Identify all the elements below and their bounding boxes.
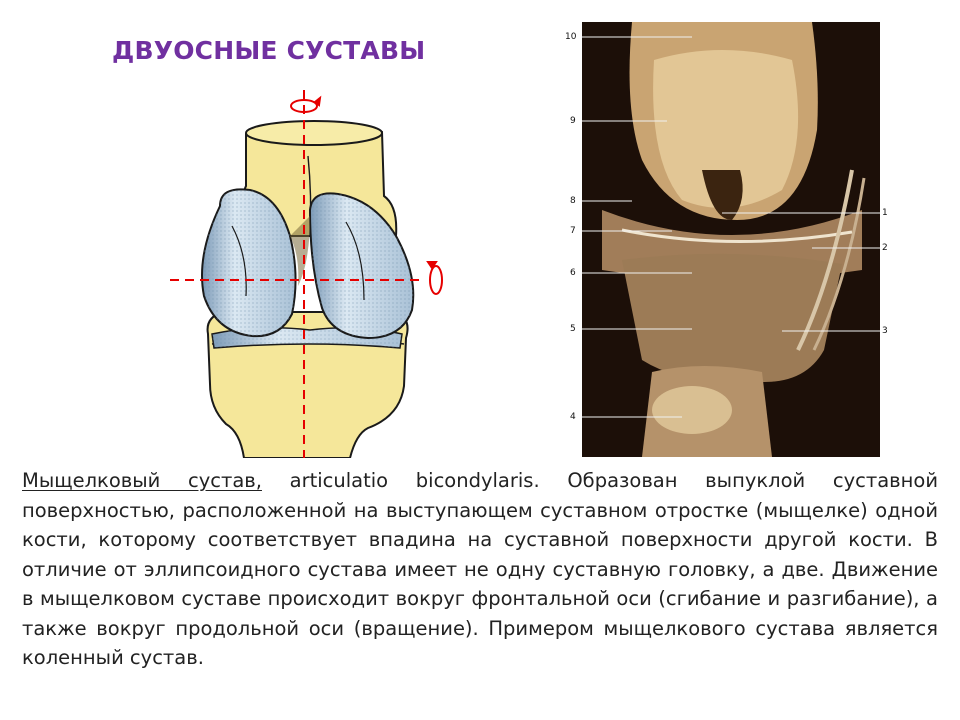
photo-label-6: 6 xyxy=(570,268,576,278)
photo-label-10: 10 xyxy=(565,32,577,42)
photo-label-5: 5 xyxy=(570,324,576,334)
slide-title: ДВУОСНЫЕ СУСТАВЫ xyxy=(112,36,426,65)
photo-label-9: 9 xyxy=(570,116,576,126)
photo-label-2: 2 xyxy=(882,243,888,253)
condylar-joint-diagram xyxy=(160,86,460,458)
photo-label-8: 8 xyxy=(570,196,576,206)
photo-label-3: 3 xyxy=(882,326,888,336)
term-condylar-joint: Мыщелковый сустав, xyxy=(22,469,262,492)
knee-photo xyxy=(562,20,895,457)
photo-label-1: 1 xyxy=(882,208,888,218)
description-text: articulatio bicondylaris. Образован выпуклой суставной поверхностью, расположенной на выступающем суставном отростке (мыщелке) одной кости, которому соответствует впадина на суставной поверхности другой кости. В отличие от эллипсоидного сустава имеет не одну суставную головку, а две. Движение в мыщелковом суставе происходит вокруг фронтальной оси (сгибание и разгибание), а также вокруг продольной оси (вращение). Примером мыщелкового сустава является коленный сустав. xyxy=(22,469,938,669)
rotation-arrow-icon xyxy=(291,98,320,112)
description-paragraph xyxy=(22,466,938,673)
flexion-arrow-icon xyxy=(428,262,442,294)
photo-label-4: 4 xyxy=(570,412,576,422)
photo-label-7: 7 xyxy=(570,226,576,236)
right-condyle xyxy=(310,193,413,338)
